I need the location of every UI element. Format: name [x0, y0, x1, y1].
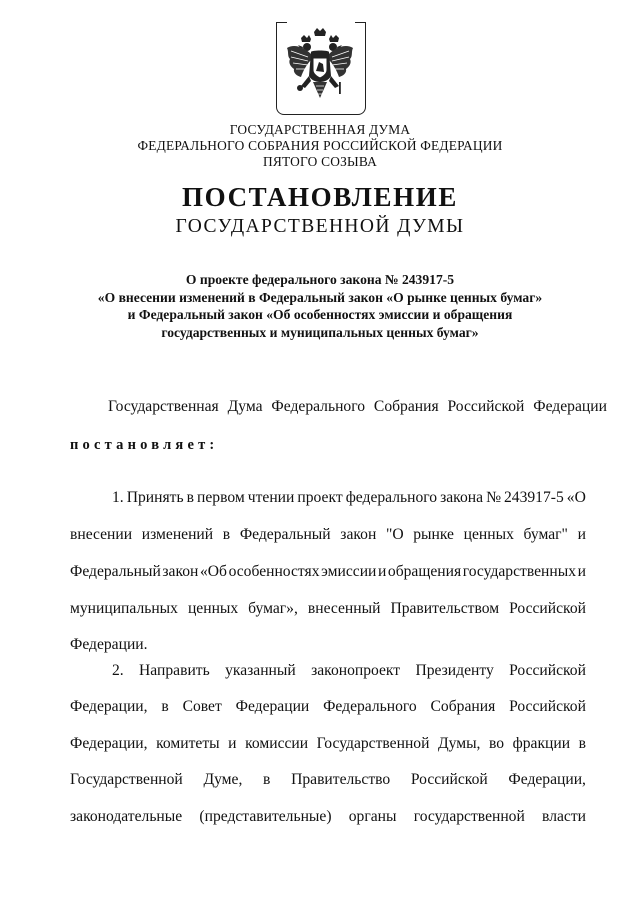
word: закона	[440, 489, 484, 506]
word: закон	[162, 563, 199, 580]
project-title-line: и Федеральный закон «Об особенностях эмиссии и обращения	[127, 307, 513, 322]
coat-of-arms-icon	[281, 26, 359, 110]
word: Принять	[126, 489, 184, 506]
word: 2.	[112, 662, 124, 679]
paragraph-line	[70, 735, 586, 755]
word: федерального	[345, 489, 438, 506]
paragraph-line	[70, 662, 586, 682]
word: Российской	[410, 771, 488, 788]
word: Федерального	[323, 698, 417, 715]
word: в	[578, 735, 586, 752]
word: Федерации,	[70, 735, 148, 752]
document-title: ПОСТАНОВЛЕНИЕ	[182, 182, 458, 212]
word: бумаг»,	[248, 600, 298, 617]
word: Федерации,	[508, 771, 586, 788]
word: Федеральный	[70, 563, 161, 580]
word: комиссии	[245, 735, 309, 752]
word: "О	[385, 526, 404, 543]
word: законодательные	[70, 808, 183, 825]
word: закон	[340, 526, 377, 543]
word: Совет	[182, 698, 222, 715]
project-title	[60, 271, 580, 341]
word: Государственной	[316, 735, 430, 752]
word: Российской	[509, 600, 586, 617]
paragraph-line	[70, 563, 586, 583]
word: Думы,	[437, 735, 481, 752]
word: чтении	[247, 489, 295, 506]
word: комитеты	[156, 735, 220, 752]
word: государственной	[413, 808, 525, 825]
paragraph-line	[70, 489, 586, 509]
paragraph-line	[70, 808, 586, 828]
paragraph-line	[70, 600, 586, 620]
paragraph-line	[70, 698, 586, 718]
word: фракции	[512, 735, 571, 752]
paragraph-line	[70, 771, 586, 791]
word: законопроект	[311, 662, 401, 679]
word: №	[486, 489, 501, 506]
word: проект	[297, 489, 343, 506]
word: внесении	[70, 526, 133, 543]
word: Федерации,	[70, 698, 148, 715]
project-title-line: О проекте федерального закона № 243917-5	[185, 272, 455, 287]
word: в	[222, 526, 231, 543]
word: Федерации	[235, 698, 310, 715]
word: «О	[566, 489, 586, 506]
word: Российской	[509, 698, 586, 715]
word: 243917-5	[503, 489, 564, 506]
word: эмиссии	[321, 563, 377, 580]
project-title-line: «О внесении изменений в Федеральный закон «О рынке ценных бумаг»	[97, 289, 543, 305]
word: Думе,	[203, 771, 243, 788]
word: Федеральный	[239, 526, 331, 543]
word: во	[489, 735, 505, 752]
word: (представительные)	[199, 808, 332, 825]
word: обращения	[387, 563, 462, 580]
word: ценных	[463, 526, 514, 543]
intro-text: Государственная Дума Федерального Собрания Российской Федерации	[108, 398, 607, 415]
word: органы	[348, 808, 397, 825]
word: изменений	[141, 526, 214, 543]
word: и	[577, 526, 586, 543]
word: в	[263, 771, 271, 788]
decides-text: постановляет:	[70, 437, 219, 453]
paragraph-line: Федерации.	[70, 636, 148, 653]
word: Правительство	[291, 771, 391, 788]
org-line-convocation: ПЯТОГО СОЗЫВА	[262, 154, 378, 169]
word: 1.	[112, 489, 124, 506]
word: первом	[197, 489, 245, 506]
word: в	[186, 489, 194, 506]
word: внесенный	[307, 600, 381, 617]
word: Президенту	[415, 662, 494, 679]
word: и	[377, 563, 387, 580]
word: и	[228, 735, 237, 752]
document-subtitle: ГОСУДАРСТВЕННОЙ ДУМЫ	[175, 216, 465, 237]
word: указанный	[225, 662, 296, 679]
word: муниципальных	[70, 600, 178, 617]
paragraph-line	[70, 526, 586, 546]
word: в	[161, 698, 169, 715]
word: государственных	[462, 563, 577, 580]
word: власти	[542, 808, 586, 825]
word: Правительством	[390, 600, 500, 617]
org-line-assembly: ФЕДЕРАЛЬНОГО СОБРАНИЯ РОССИЙСКОЙ ФЕДЕРАЦИИ	[137, 138, 503, 153]
word: и	[577, 563, 586, 580]
word: Государственной	[70, 771, 183, 788]
word: особенностях	[228, 563, 320, 580]
word: «Об	[199, 563, 227, 580]
word: Российской	[509, 662, 586, 679]
project-title-line: государственных и муниципальных ценных бумаг»	[161, 324, 479, 340]
word: Направить	[139, 662, 210, 679]
word: бумаг"	[523, 526, 568, 543]
word: рынке	[413, 526, 454, 543]
org-line-duma: ГОСУДАРСТВЕННАЯ ДУМА	[229, 122, 411, 137]
word: Собрания	[430, 698, 496, 715]
word: ценных	[187, 600, 239, 617]
